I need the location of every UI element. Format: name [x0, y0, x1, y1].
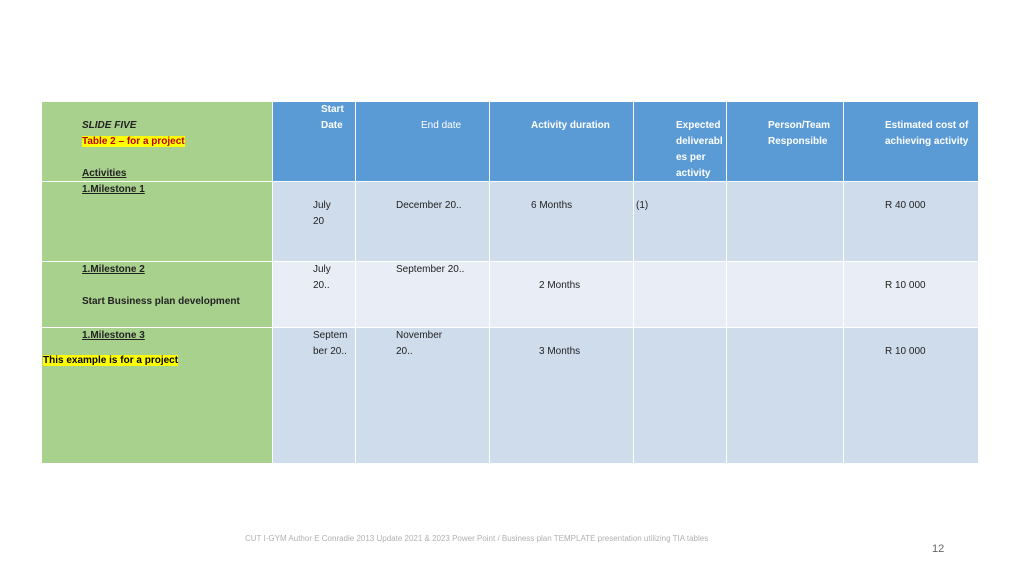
- start-date-label-1: Start: [321, 104, 344, 115]
- footer-text: CUT I-GYM Author E Conradie 2013 Update 2021 & 2023 Power Point / Business plan TEMPLATE presentation utilizing TIA tables: [245, 534, 709, 543]
- start-date-line-1: July: [313, 264, 331, 275]
- table-header-row: [42, 102, 979, 182]
- duration-cell: [490, 182, 634, 262]
- milestone-cell: [42, 182, 273, 262]
- duration-cell: [490, 262, 634, 328]
- deliverables-label-4: activity: [676, 168, 711, 179]
- start-date-label-2: Date: [321, 120, 343, 131]
- example-note: [43, 355, 178, 366]
- person-label-1: Person/Team: [768, 120, 831, 131]
- cost-cell: [844, 328, 979, 464]
- header-person: [727, 102, 844, 182]
- start-date-cell: [273, 328, 356, 464]
- person-cell: [727, 182, 844, 262]
- end-date-cell: [356, 328, 490, 464]
- milestone-cell: [42, 328, 273, 464]
- person-cell: [727, 328, 844, 464]
- end-date-value: September 20..: [396, 264, 465, 275]
- example-note-text: This example is for a project: [43, 355, 179, 366]
- deliverables-cell: [634, 262, 727, 328]
- end-date-label: End date: [421, 120, 462, 131]
- page-number: 12: [932, 543, 945, 555]
- cost-cell: [844, 262, 979, 328]
- table-title: Table 2 – for a project: [82, 136, 185, 147]
- start-date-line-2: 20..: [313, 280, 330, 291]
- duration-value: 6 Months: [531, 200, 573, 211]
- deliverables-cell: [634, 328, 727, 464]
- deliverables-cell: [634, 182, 727, 262]
- milestone-3-label: 1.Milestone 3: [82, 330, 145, 341]
- table-row: [42, 328, 979, 464]
- milestone-1-label: 1.Milestone 1: [82, 184, 145, 195]
- person-label-2: Responsible: [768, 136, 828, 147]
- activities-label: Activities: [82, 168, 127, 179]
- end-date-value: December 20..: [396, 200, 462, 211]
- start-date-line-1: Septem: [313, 330, 348, 341]
- header-activity-duration: [490, 102, 634, 182]
- slide-label: SLIDE FIVE: [82, 120, 137, 131]
- cost-label-2: achieving activity: [885, 136, 969, 147]
- cost-cell: [844, 182, 979, 262]
- end-date-line-2: 20..: [396, 346, 413, 357]
- cost-label-1: Estimated cost of: [885, 120, 969, 131]
- cost-value: R 40 000: [885, 200, 926, 211]
- header-end-date: [356, 102, 490, 182]
- duration-value: 2 Months: [539, 280, 581, 291]
- deliverables-label-3: es per: [676, 152, 706, 163]
- header-deliverables: [634, 102, 727, 182]
- start-date-cell: [273, 182, 356, 262]
- duration-value: 3 Months: [539, 346, 581, 357]
- person-cell: [727, 262, 844, 328]
- header-start-date: [273, 102, 356, 182]
- start-date-line-1: July: [313, 200, 331, 211]
- end-date-cell: [356, 182, 490, 262]
- start-date-line-2: ber 20..: [313, 346, 347, 357]
- header-activities-cell: [42, 102, 273, 182]
- start-date-cell: [273, 262, 356, 328]
- start-date-line-2: 20: [313, 216, 325, 227]
- milestone-2-sub: Start Business plan development: [82, 296, 240, 307]
- header-cost: [844, 102, 979, 182]
- cost-value: R 10 000: [885, 280, 926, 291]
- end-date-line-1: November: [396, 330, 443, 341]
- cost-value: R 10 000: [885, 346, 926, 357]
- project-table: [41, 101, 979, 464]
- deliverables-value: (1): [636, 200, 649, 211]
- duration-cell: [490, 328, 634, 464]
- deliverables-label-2: deliverabl: [676, 136, 723, 147]
- deliverables-label-1: Expected: [676, 120, 721, 131]
- activity-duration-label: Activity duration: [531, 120, 610, 131]
- table-row: [42, 182, 979, 262]
- milestone-cell: [42, 262, 273, 328]
- table-row: [42, 262, 979, 328]
- milestone-2-label: 1.Milestone 2: [82, 264, 145, 275]
- end-date-cell: [356, 262, 490, 328]
